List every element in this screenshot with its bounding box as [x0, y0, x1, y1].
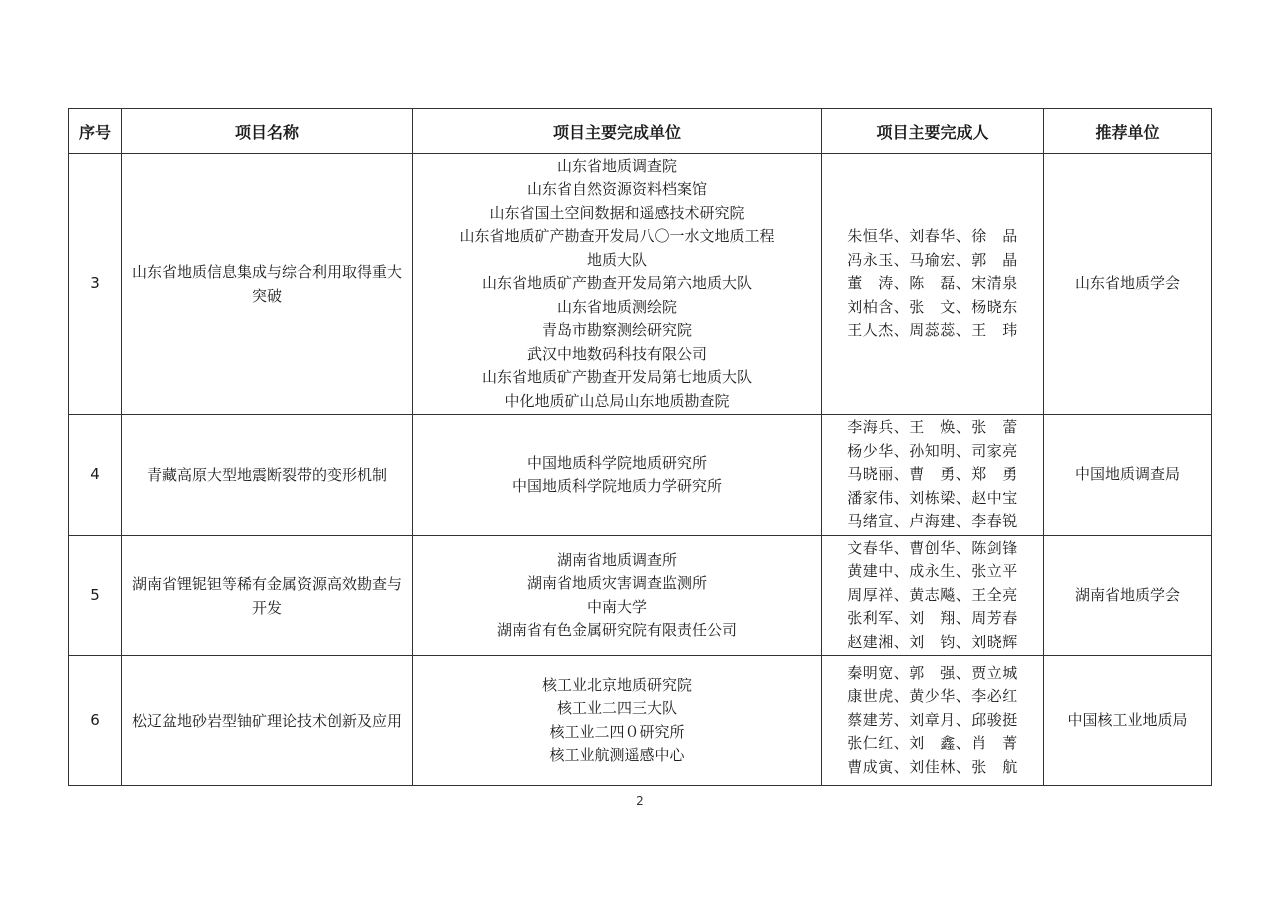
award-table [68, 108, 1212, 786]
unit-line: 湖南省地质灾害调查监测所 [526, 574, 707, 592]
units-cell [413, 415, 822, 536]
person-line: 周厚祥、黄志飚、王全亮 [847, 585, 1018, 604]
unit-line: 湖南省有色金属研究院有限责任公司 [496, 621, 737, 639]
project-name: 青藏高原大型地震断裂带的变形机制 [122, 415, 413, 536]
row-number: 4 [69, 415, 122, 536]
person-line: 朱恒华、刘春华、徐 品 [847, 227, 1018, 246]
person-line: 潘家伟、刘栋梁、赵中宝 [847, 488, 1018, 507]
person-line: 黄建中、成永生、张立平 [847, 562, 1018, 581]
units-cell [413, 536, 822, 656]
person-line: 刘柏含、张 文、杨晓东 [847, 297, 1018, 316]
unit-line: 核工业北京地质研究院 [541, 675, 692, 694]
person-line: 杨少华、孙知明、司家亮 [847, 441, 1018, 460]
person-line: 张利军、刘 翔、周芳春 [847, 609, 1018, 628]
table-row [69, 536, 1212, 656]
person-line: 张仁红、刘 鑫、肖 菁 [847, 734, 1018, 753]
table-header-row [69, 109, 1212, 154]
row-number: 5 [69, 536, 122, 656]
unit-line: 中南大学 [586, 597, 647, 616]
person-line: 秦明宽、郭 强、贾立城 [847, 663, 1018, 682]
unit-line: 中国地质科学院地质研究所 [526, 453, 707, 472]
unit-line: 中国地质科学院地质力学研究所 [511, 477, 722, 495]
person-line: 赵建湘、刘 钧、刘晓辉 [847, 632, 1018, 651]
unit-line: 湖南省地质调查所 [556, 550, 677, 569]
person-line: 董 涛、陈 磊、宋清泉 [847, 274, 1018, 293]
table-row [69, 415, 1212, 536]
unit-line: 中化地质矿山总局山东地质勘查院 [504, 391, 730, 410]
unit-line: 青岛市勘察测绘研究院 [541, 321, 692, 340]
recommender: 湖南省地质学会 [1044, 536, 1212, 656]
persons-cell [822, 415, 1044, 536]
unit-line: 地质大队 [586, 250, 647, 269]
project-name: 山东省地质信息集成与综合利用取得重大突破 [122, 154, 413, 415]
unit-line: 核工业二四０研究所 [549, 722, 685, 741]
project-name: 湖南省锂铌钽等稀有金属资源高效勘查与开发 [122, 536, 413, 656]
unit-line: 核工业航测遥感中心 [549, 746, 685, 764]
recommender: 山东省地质学会 [1044, 154, 1212, 415]
unit-line: 核工业二四三大队 [556, 699, 677, 717]
unit-line: 山东省国土空间数据和遥感技术研究院 [489, 203, 745, 222]
project-name: 松辽盆地砂岩型铀矿理论技术创新及应用 [122, 656, 413, 786]
table-row [69, 154, 1212, 415]
persons-cell [822, 154, 1044, 415]
header-recommender: 推荐单位 [1044, 109, 1212, 154]
units-cell [413, 656, 822, 786]
unit-line: 山东省自然资源资料档案馆 [526, 180, 707, 199]
person-line: 曹成寅、刘佳林、张 航 [847, 757, 1018, 776]
recommender: 中国地质调查局 [1044, 415, 1212, 536]
unit-line: 山东省地质矿产勘查开发局八〇一水文地质工程 [459, 227, 775, 246]
unit-line: 武汉中地数码科技有限公司 [526, 344, 707, 363]
recommender: 中国核工业地质局 [1044, 656, 1212, 786]
header-persons: 项目主要完成人 [822, 109, 1044, 154]
row-number: 6 [69, 656, 122, 786]
persons-cell [822, 536, 1044, 656]
person-line: 文春华、曹创华、陈剑锋 [847, 538, 1018, 557]
person-line: 康世虎、黄少华、李必红 [847, 687, 1018, 706]
unit-line: 山东省地质测绘院 [556, 297, 677, 316]
person-line: 蔡建芳、刘章月、邱骏挺 [847, 710, 1018, 729]
row-number: 3 [69, 154, 122, 415]
person-line: 李海兵、王 焕、张 蕾 [847, 418, 1018, 437]
person-line: 冯永玉、马瑜宏、郭 晶 [847, 250, 1018, 269]
person-line: 马晓丽、曹 勇、郑 勇 [847, 465, 1018, 484]
header-no: 序号 [69, 109, 122, 154]
table-row [69, 656, 1212, 786]
units-cell [413, 154, 822, 415]
unit-line: 山东省地质矿产勘查开发局第六地质大队 [481, 274, 752, 293]
persons-cell [822, 656, 1044, 786]
person-line: 马绪宣、卢海建、李春锐 [847, 512, 1018, 531]
header-project-name: 项目名称 [122, 109, 413, 154]
header-units: 项目主要完成单位 [413, 109, 822, 154]
page-number: 2 [636, 794, 644, 808]
unit-line: 山东省地质矿产勘查开发局第七地质大队 [481, 368, 752, 387]
unit-line: 山东省地质调查院 [556, 156, 677, 175]
person-line: 王人杰、周蕊蕊、王 玮 [847, 321, 1018, 340]
